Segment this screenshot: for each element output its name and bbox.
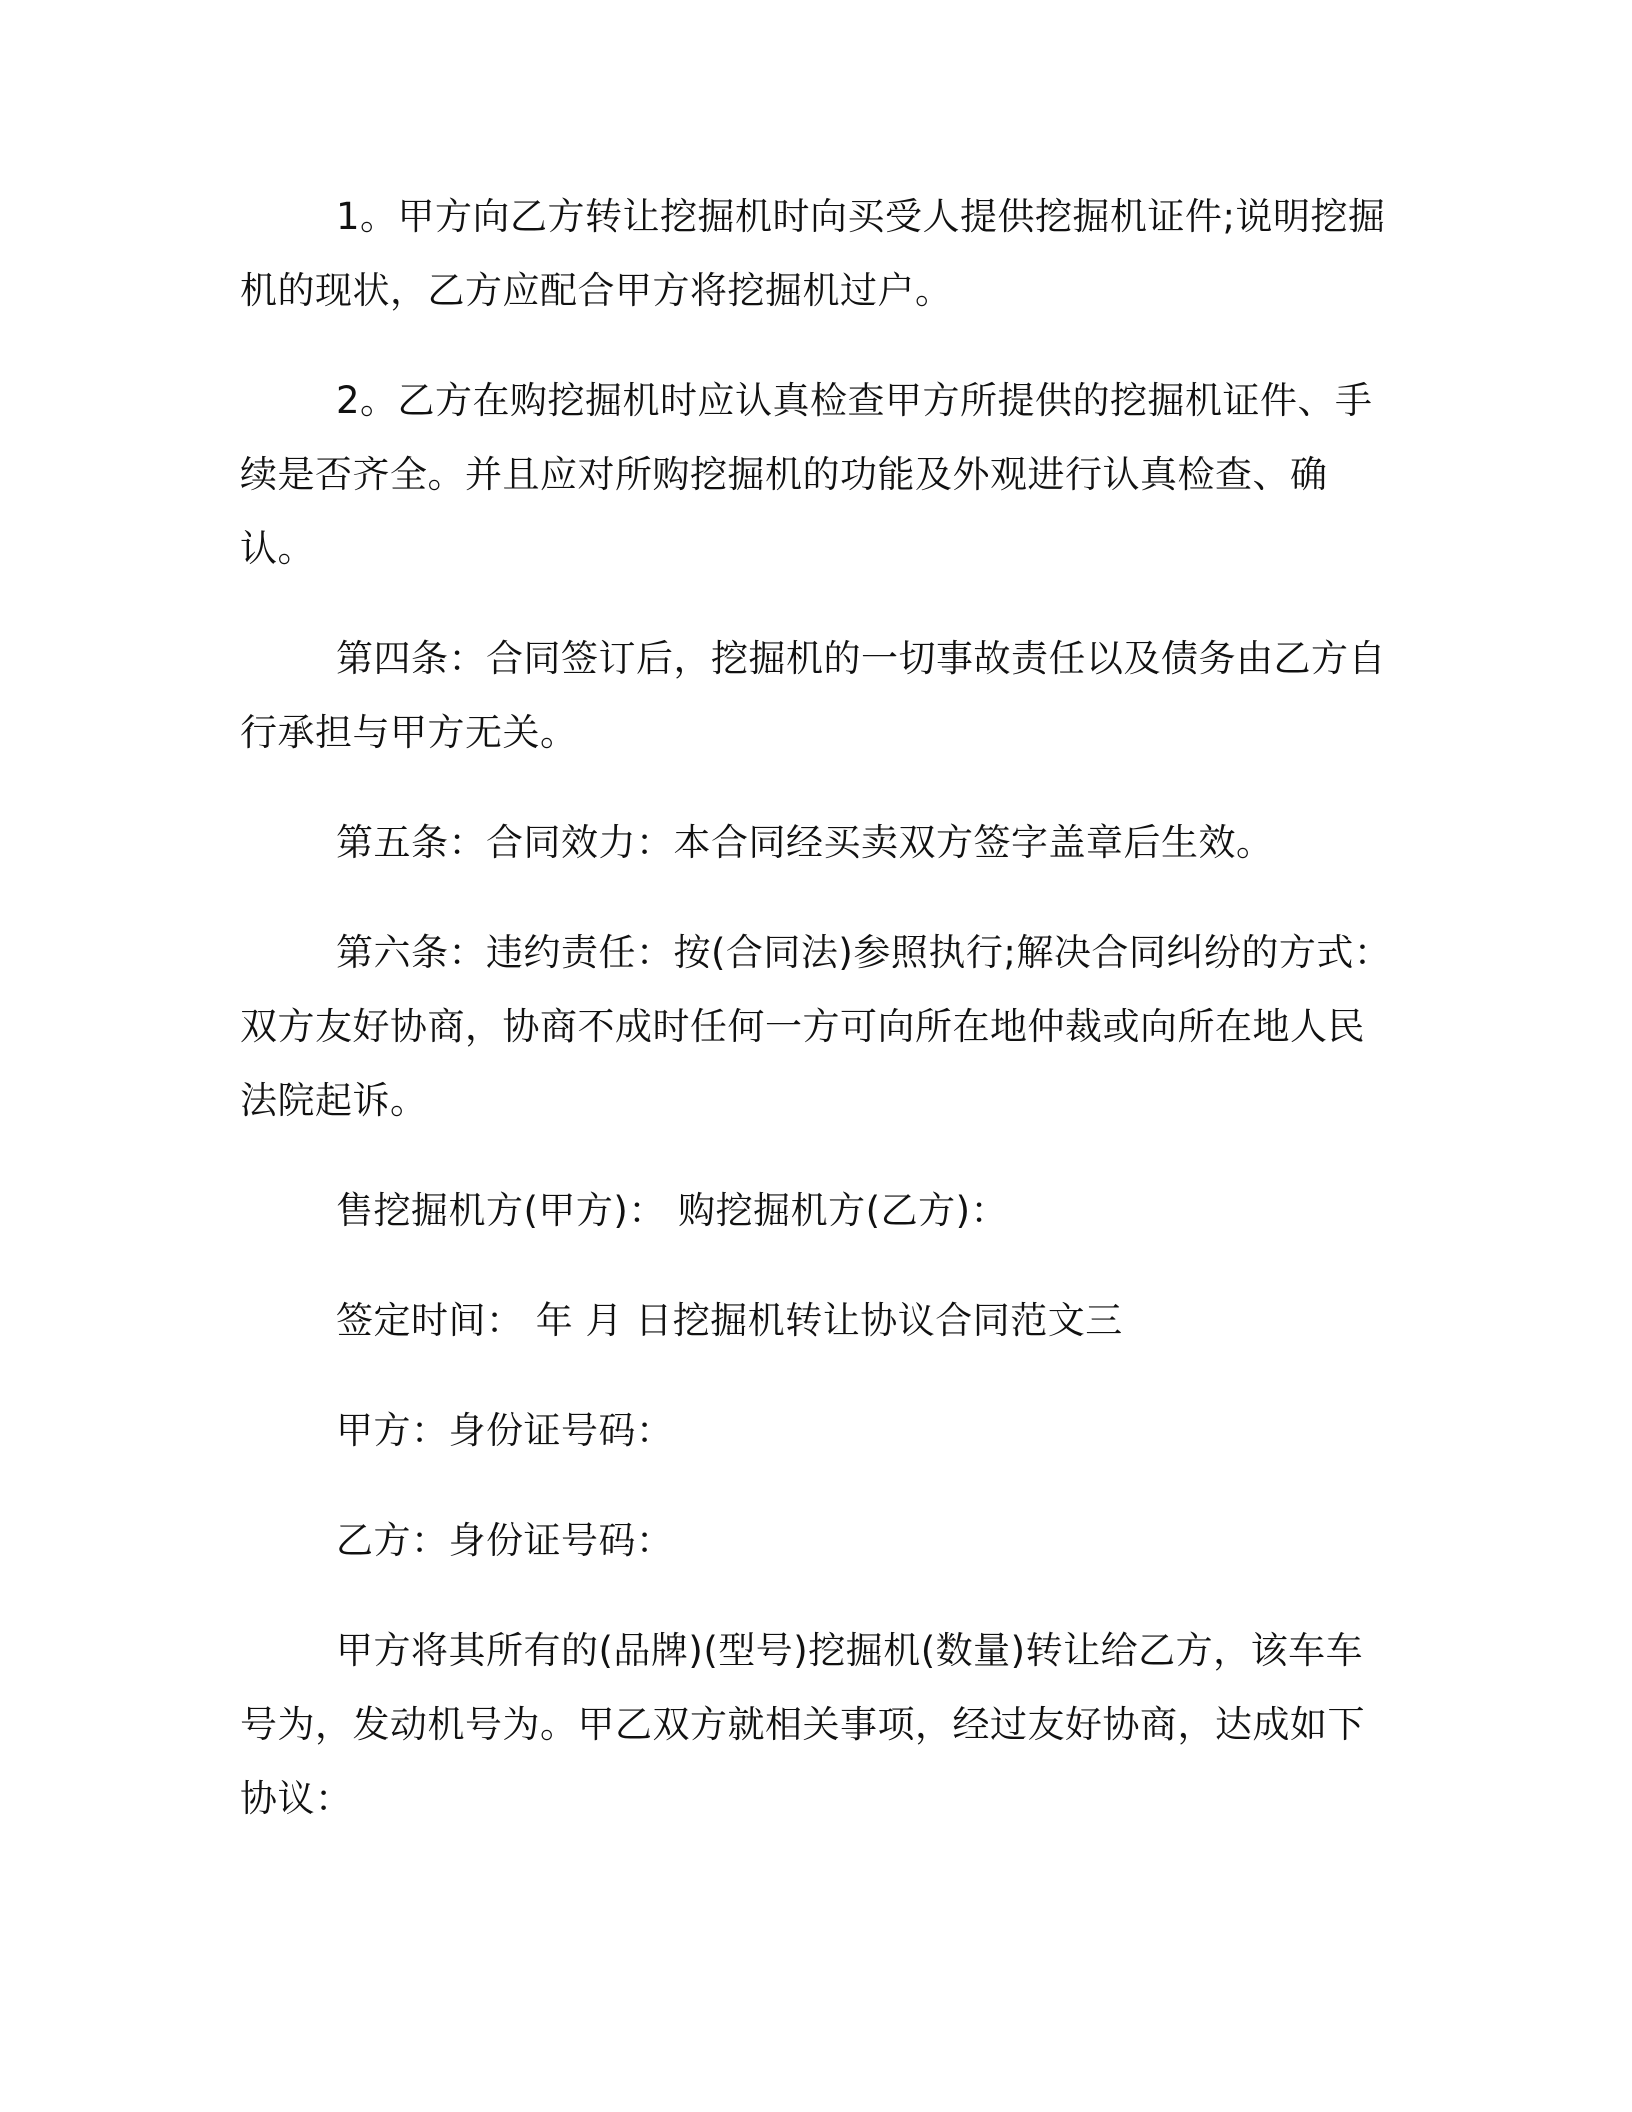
document-body [240,180,1392,1872]
party-b-id-line: 乙方：身份证号码： [336,1519,674,1562]
signature-parties-line: 售挖掘机方(甲方)： 购挖掘机方(乙方)： [336,1189,1009,1232]
clause-2-buyer-inspection: 2。乙方在购挖掘机时应认真检查甲方所提供的挖掘机证件、手续是否齐全。并且应对所购挖掘机的功能及外观进行认真检查、确认。 [240,379,1373,570]
article-4-liability: 第四条：合同签订后，挖掘机的一切事故责任以及债务由乙方自行承担与甲方无关。 [240,637,1386,754]
article-5-validity: 第五条：合同效力：本合同经买卖双方签字盖章后生效。 [336,821,1274,864]
clause-1-seller-provides-documents: 1。甲方向乙方转让挖掘机时向买受人提供挖掘机证件;说明挖掘机的现状，乙方应配合甲方将挖掘机过户。 [240,195,1386,312]
party-a-id-line: 甲方：身份证号码： [336,1409,674,1452]
article-6-breach: 第六条：违约责任：按(合同法)参照执行;解决合同纠纷的方式：双方友好协商，协商不成时任何一方可向所在地仲裁或向所在地人民法院起诉。 [240,931,1392,1122]
transfer-intro-paragraph: 甲方将其所有的(品牌)(型号)挖掘机(数量)转让给乙方，该车车号为，发动机号为。甲乙双方就相关事项，经过友好协商，达成如下协议： [240,1629,1365,1820]
signing-date-line: 签定时间： 年 月 日挖掘机转让协议合同范文三 [336,1299,1123,1342]
